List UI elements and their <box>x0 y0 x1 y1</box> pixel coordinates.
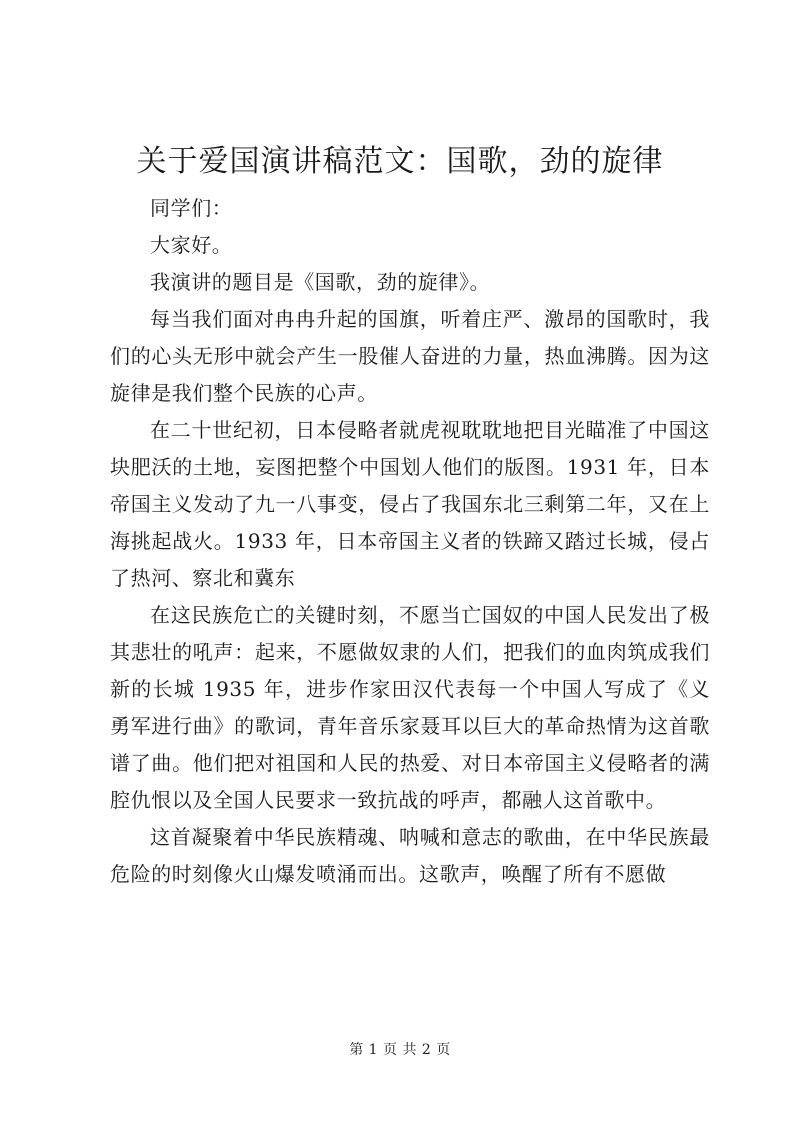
document-body <box>110 190 710 893</box>
paragraph-greeting: 同学们： <box>150 196 233 220</box>
paragraph-hello: 大家好。 <box>150 233 233 257</box>
paragraph-song: 这首凝聚着中华民族精魂、呐喊和意志的歌曲，在中华民族最危险的时刻像火山爆发喷涌而出。这歌声，唤醒了所有不愿做 <box>110 825 710 886</box>
document-title: 关于爱国演讲稿范文：国歌，劲的旋律 <box>136 144 664 179</box>
paragraph-history: 在二十世纪初，日本侵略者就虎视耽耽地把目光瞄准了中国这块肥沃的土地，妄图把整个中国划人他们的版图。1931 年，日本帝国主义发动了九一八事变，侵占了我国东北三剩第二年，又在上海挑起战火。1933 年，日本帝国主义者的铁蹄又踏过长城，侵占了热河、察北和冀东 <box>110 418 710 590</box>
paragraph-topic: 我演讲的题目是《国歌，劲的旋律》。 <box>150 270 491 294</box>
page-footer: 第 1 页 共 2 页 <box>349 1042 451 1058</box>
paragraph-flag: 每当我们面对冉冉升起的国旗，听着庄严、激昂的国歌时，我们的心头无形中就会产生一股催人奋进的力量，热血沸腾。因为这旋律是我们整个民族的心声。 <box>110 307 710 405</box>
paragraph-crisis: 在这民族危亡的关键时刻，不愿当亡国奴的中国人民发出了极其悲壮的吼声：起来，不愿做奴隶的人们，把我们的血肉筑成我们新的长城 1935 年，进步作家田汉代表每一个中国人写成了《义勇军进行曲》的歌词，青年音乐家聂耳以巨大的革命热情为这首歌谱了曲。他们把对祖国和人民的热爱、对日本帝国主义侵略者的满腔仇恨以及全国人民要求一致抗战的呼声，都融人这首歌中。 <box>110 603 710 812</box>
